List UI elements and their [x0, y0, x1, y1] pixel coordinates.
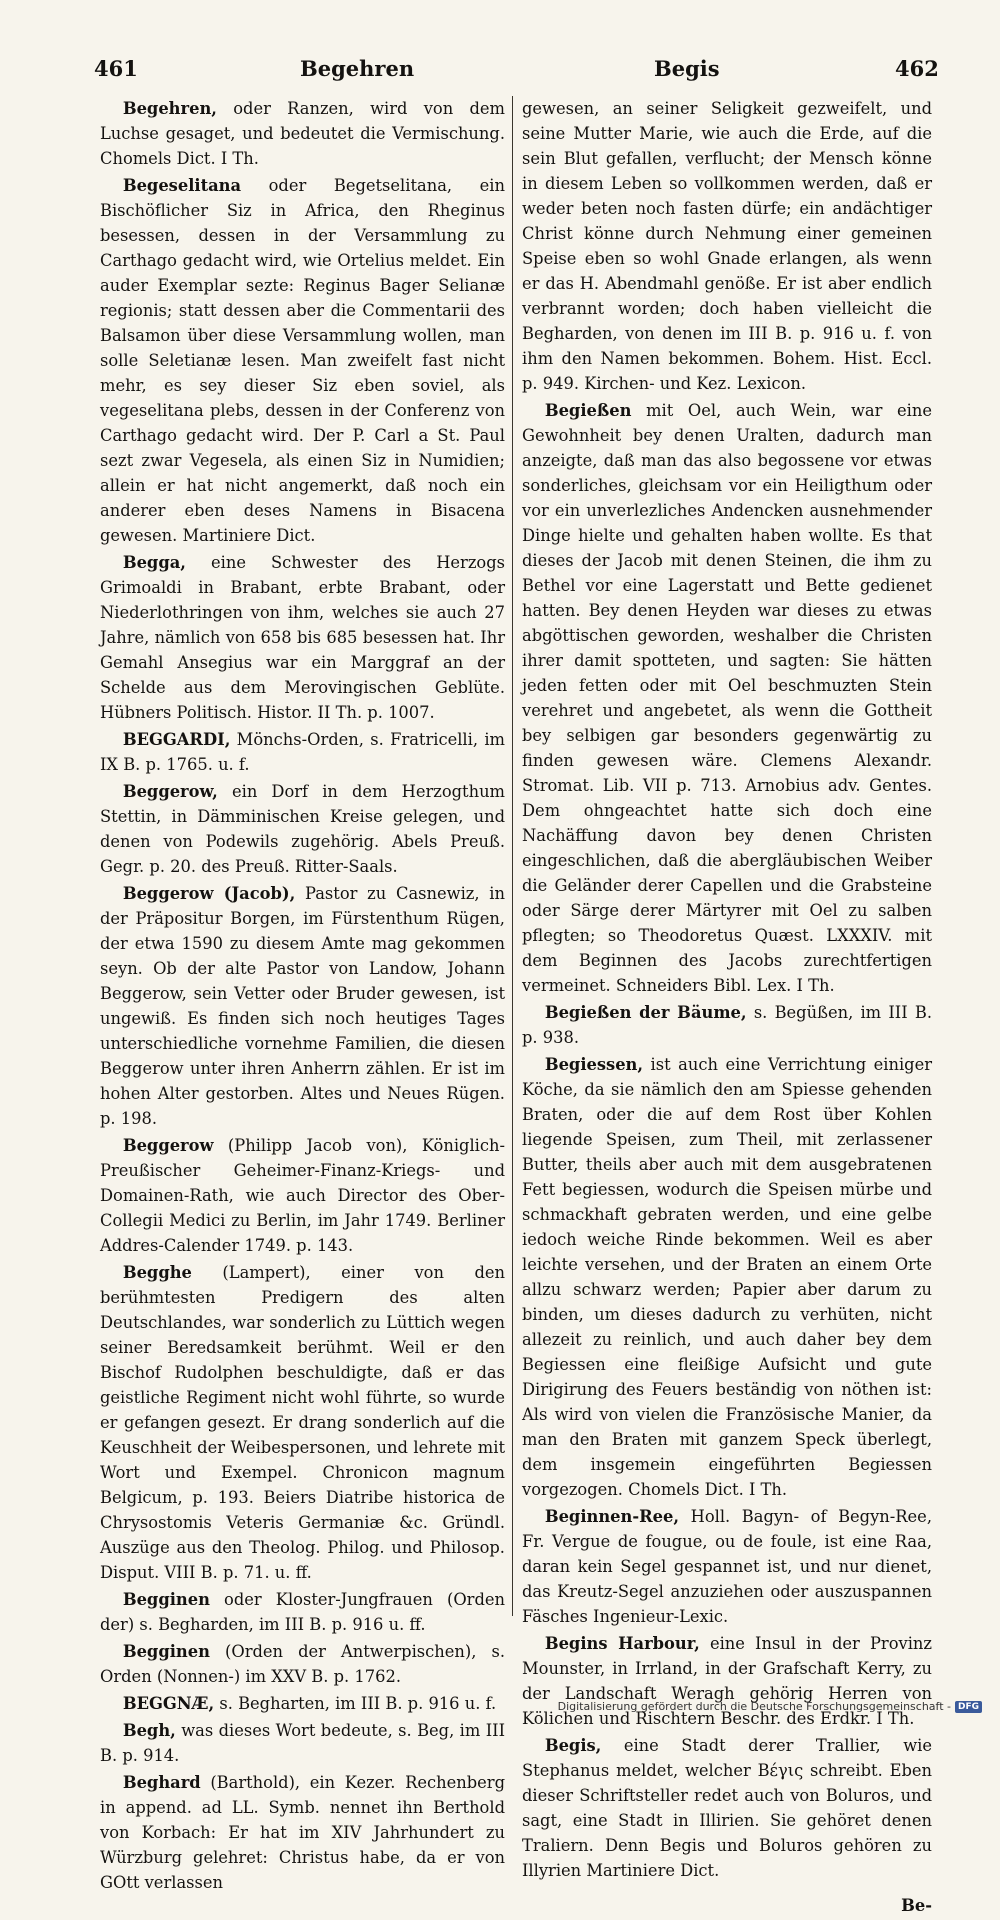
entry-lemma: Begh, — [122, 1721, 176, 1740]
right-column — [522, 96, 932, 1920]
entry-lemma: Begis, — [544, 1736, 602, 1755]
entry-text: gewesen, an seiner Seligkeit gezweifelt, und seine Mutter Marie, wie auch die Erde, auf die sein Blut gefallen, verflucht; der Mensch könne in diesem Leben so vollkommen werden, daß er weder beten noch fasten dürfe; ein andächtiger Christ könne durch Nehmung einer gemeinen Speise eben so wohl Gnade erlangen, als wenn er das H. Abendmahl genöße. Er ist aber endlich verbrannt worden; doch haben vielleicht die Begharden, von denen im III B. p. 916 u. f. von ihm den Namen bekommen. Bohem. Hist. Eccl. p. 949. Kirchen- und Kez. Lexicon. — [522, 99, 932, 393]
entry — [100, 173, 505, 548]
entry-lemma: Begießen — [544, 401, 632, 420]
entry-text: s. Begharten, im III B. p. 916 u. f. — [214, 1694, 497, 1713]
entry-lemma: Begginen — [122, 1642, 210, 1661]
entry — [100, 1770, 505, 1895]
entry-lemma: Begginen — [122, 1590, 210, 1609]
entry — [100, 1260, 505, 1585]
entry — [100, 727, 505, 777]
entry-lemma: Beginnen-Ree, — [544, 1507, 680, 1526]
entry — [522, 1631, 932, 1731]
entry-text: ist auch eine Verrichtung einiger Köche, da sie nämlich den am Spiesse gehenden Braten, oder die auf dem Rost über Kohlen liegende Speisen, zum Theil, mit zerlassener Butter, theils aber auch mit dem ausgebratenen Fett begiessen, wodurch die Speisen mürbe und schmackhaft gebraten werden, und eine gelbe iedoch weiche Rinde bekommen. Weil es aber leichte versehen, und der Braten an einem Orte allzu schwarz werden; Papier aber darum zu binden, um dieses dadurch zu verhüten, nicht allezeit zu reinlich, und auch daher bey dem Begiessen eine fleißige Aufsicht und gute Dirigirung des Feuers beständig von nöthen ist: Als wird von vielen die Französische Manier, da man den Braten mit ganzem Speck überlegt, dem insgemein eingeführten Begiessen vorgezogen. Chomels Dict. I Th. — [522, 1055, 932, 1499]
entry-text: mit Oel, auch Wein, war eine Gewohnheit bey denen Uralten, dadurch man anzeigte, daß man das also begossene vor etwas sonderliches, gleichsam vor ein Heiligthum oder vor ein unverlezliches Andencken ausnehmender Dinge hielte und gehalten haben wollte. Es that dieses der Jacob mit denen Steinen, die ihm zu Bethel vor eine Lagerstatt und Bette gedienet hatten. Bey denen Heyden war dieses zu etwas abgöttischen geworden, weshalber die Christen ihrer damit spotteten, und sagten: Sie hätten jeden fetten oder mit Oel beschmuzten Stein verehret und angebetet, als wenn die Gottheit bey selbigen gar besonders gegenwärtig zu finden gewesen wäre. Clemens Alexandr. Stromat. Lib. VII p. 713. Arnobius adv. Gentes. Dem ohngeachtet hatte sich doch eine Nachäffung davon bey denen Christen eingeschlichen, daß die abergläubischen Weiber die Geländer derer Capellen und die Grabsteine oder Särge derer Märtyrer mit Oel zu salben pflegten; so Theodoretus Quæst. LXXXIV. mit dem Beginnen des Jacobs zurechtfertigen vermeinet. Schneiders Bibl. Lex. I Th. — [522, 401, 932, 995]
entry-text: oder Kloster-Jungfrauen (Orden der) s. Begharden, im III B. p. 916 u. ff. — [100, 1590, 505, 1634]
entry-lemma: Beggerow — [122, 1136, 214, 1155]
page-number-left: 461 — [94, 56, 138, 81]
entry-text: Pastor zu Casnewiz, in der Präpositur Borgen, im Fürstenthum Rügen, der etwa 1590 zu diesem Amte mag gekommen seyn. Ob der alte Pastor von Landow, Johann Beggerow, sein Vetter oder Bruder gewesen, ist ungewiß. Es finden sich noch heutiges Tages unterschiedliche vornehme Familien, die diesen Beggerow unter ihren Anherrn zählen. Er ist im hohen Alter gestorben. Altes und Neues Rügen. p. 198. — [100, 884, 505, 1128]
catchword: Be- — [901, 1896, 932, 1915]
entry-text: oder Ranzen, wird von dem Luchse gesaget, und bedeutet die Vermischung. Chomels Dict. I Th. — [100, 99, 505, 168]
entry — [100, 1639, 505, 1689]
running-header — [0, 56, 1000, 92]
entry-lemma: Begghe — [122, 1263, 192, 1282]
entry-text: oder Begetselitana, ein Bischöflicher Siz in Africa, den Rheginus besessen, dessen in der Versammlung zu Carthago gedacht wird, wie Ortelius meldet. Ein auder Exemplar sezte: Reginus Bager Selianæ regionis; statt dessen aber die Commentarii des Balsamon über diese Versammlung wollen, man solle Seletianæ lesen. Man zweifelt fast nicht mehr, es sey dieser Siz eben soviel, als vegeselitana plebs, dessen in der Conferenz von Carthago gedacht wird. Der P. Carl a St. Paul sezt zwar Vegesela, als einen Siz in Numidien; allein er hat nicht angemerkt, daß noch ein anderer eben deses Namens in Bisacena gewesen. Martiniere Dict. — [100, 176, 505, 545]
page-number-right: 462 — [895, 56, 939, 81]
entry — [100, 96, 505, 171]
entry-text: (Philipp Jacob von), Königlich-Preußischer Geheimer-Finanz-Kriegs- und Domainen-Rath, wie auch Director des Ober-Collegii Medici zu Berlin, im Jahr 1749. Berliner Addres-Calender 1749. p. 143. — [100, 1136, 505, 1255]
entry — [100, 1718, 505, 1768]
entry-text: s. Begüßen, im III B. p. 938. — [522, 1003, 932, 1047]
entry-lemma: BEGGNÆ, — [122, 1694, 215, 1713]
entry-text: (Lampert), einer von den berühmtesten Predigern des alten Deutschlandes, war sonderlich zu Lüttich wegen seiner Beredsamkeit berühmt. Weil er den Bischof Rudolphen beschuldigte, daß er das geistliche Regiment nicht wohl führte, so wurde er gefangen gesezt. Er drang sonderlich auf die Keuschheit der Weibespersonen, und lehrete mit Wort und Exempel. Chronicon magnum Belgicum, p. 193. Beiers Diatribe historica de Chrysostomis Veteris Germaniæ &c. Gründl. Auszüge aus den Theolog. Philog. und Philosop. Disput. VIII B. p. 71. u. ff. — [100, 1263, 505, 1582]
entry — [100, 779, 505, 879]
footer-credit: Digitalisierung gefördert durch die Deutsche Forschungsgemeinschaft - — [557, 1700, 951, 1713]
entry — [522, 1504, 932, 1629]
entry-text: eine Schwester des Herzogs Grimoaldi in Brabant, erbte Brabant, oder Niederlothringen von ihm, welches sie auch 27 Jahre, nämlich von 658 bis 685 besessen hat. Ihr Gemahl Ansegius war ein Marggraf an der Schelde aus dem Merovingischen Geblüte. Hübners Politisch. Histor. II Th. p. 1007. — [100, 553, 505, 722]
entry-lemma: Beggerow (Jacob), — [122, 884, 296, 903]
entry-lemma: Begeselitana — [122, 176, 242, 195]
entry-text: eine Stadt derer Trallier, wie Stephanus meldet, welcher Bέγις schreibt. Eben dieser Schriftsteller redet auch von Boluros, und sagt, eine Stadt in Illirien. Sie gehöret denen Traliern. Denn Begis und Boluros gehören zu Illyrien Martiniere Dict. — [522, 1736, 932, 1880]
running-headword-left: Begehren — [300, 56, 415, 81]
entry-continuation — [522, 96, 932, 396]
entry — [522, 1733, 932, 1883]
entry — [100, 550, 505, 725]
entry-text: eine Insul in der Provinz Mounster, in Irrland, in der Grafschaft Kerry, zu der Landschaft Weragh gehörig Herren von Kölichen und Rischtern Beschr. des Erdkr. I Th. — [522, 1634, 932, 1728]
digitization-footer — [558, 1700, 982, 1713]
entry-text: (Orden der Antwerpischen), s. Orden (Nonnen-) im XXV B. p. 1762. — [100, 1642, 505, 1686]
entry-lemma: Begins Harbour, — [544, 1634, 700, 1653]
entry-lemma: BEGGARDI, — [122, 730, 231, 749]
entry — [522, 398, 932, 998]
column-divider — [512, 96, 513, 1616]
entry-lemma: Begehren, — [122, 99, 217, 118]
entry — [100, 1587, 505, 1637]
entry-lemma: Begießen der Bäume, — [544, 1003, 747, 1022]
dfg-logo: DFG — [955, 1701, 982, 1713]
running-headword-right: Begis — [654, 56, 720, 81]
entry-text: ein Dorf in dem Herzogthum Stettin, in Dämminischen Kreise gelegen, und denen von Podewils zugehörig. Abels Preuß. Gegr. p. 20. des Preuß. Ritter-Saals. — [100, 782, 505, 876]
left-column — [100, 96, 505, 1897]
entry — [522, 1052, 932, 1502]
entry-lemma: Begiessen, — [544, 1055, 644, 1074]
entry — [100, 1133, 505, 1258]
entry-text: was dieses Wort bedeute, s. Beg, im III B. p. 914. — [100, 1721, 505, 1765]
entry — [100, 1691, 505, 1716]
entry-lemma: Beggerow, — [122, 782, 218, 801]
entry-text: Mönchs-Orden, s. Fratricelli, im IX B. p. 1765. u. f. — [100, 730, 505, 774]
entry-text: Holl. Bagyn- of Begyn-Ree, Fr. Vergue de fougue, ou de foule, ist eine Raa, daran kein Segel gespannet ist, und nur dienet, das Kreutz-Segel anzuziehen oder auszuspannen Fäsches Ingenieur-Lexic. — [522, 1507, 932, 1626]
entry — [100, 881, 505, 1131]
entry — [522, 1000, 932, 1050]
entry-lemma: Begga, — [122, 553, 186, 572]
entry-text: (Barthold), ein Kezer. Rechenberg in append. ad LL. Symb. nennet ihn Berthold von Korbach: Er hat im XIV Jahrhundert zu Würzburg gelehret: Christus habe, da er von GOtt verlassen — [100, 1773, 505, 1892]
entry-lemma: Beghard — [122, 1773, 201, 1792]
